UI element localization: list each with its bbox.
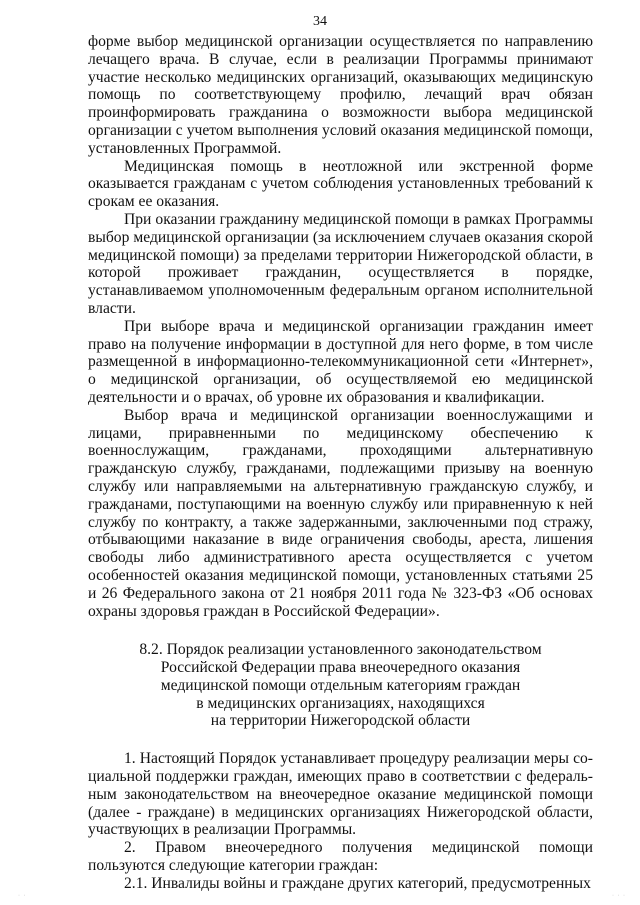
document-body bbox=[88, 33, 593, 893]
section-heading-line: 8.2. Порядок реализации установленного законодательством bbox=[139, 641, 542, 659]
section-heading-line: на территории Нижегородской области bbox=[210, 712, 471, 730]
paragraph-war-invalids: 2.1. Инвалиды войны и граждане других категорий, предусмотренных bbox=[124, 874, 591, 892]
page-number: 34 bbox=[313, 14, 327, 29]
scan-corner-mark: · · · bbox=[612, 893, 626, 899]
section-heading-line: медицинской помощи отдельным категориям граждан bbox=[160, 676, 521, 694]
paragraph-continued: форме выбор медицинской организации осуществляется по направлению лечащего врача. В случае, если в реализации Программы принимают участие несколько медицинских организаций, оказывающих медицинскую помощь по соответствующему профилю, лечащий врач обязан проинформировать гражданина о возможности выбора медицинской организации с учетом выполнения условий оказания медицинской помощи, установленных Программой. bbox=[88, 33, 593, 157]
paragraph-outside-region: При оказании гражданину медицинской помощи в рамках Программы выбор медицинской организации (за исключением случаев оказания скорой медицинской помощи) за пределами территории Нижегородской области, в которой проживает гражданин, осуществляется в порядке, устанавливаемом уполномоченным федеральным органом исполнительной власти. bbox=[88, 210, 593, 317]
paragraph-military-choice: Выбор врача и медицинской организации военнослужащими и лицами, приравненными по медицинскому обеспечению к военнослужащим, гражданами, проходящими альтернативную гражданскую службу, гражданами, подлежащими призыву на военную службу или направляемыми на альтернативную гражданскую службу, и гражданами, поступающими на военную службу или приравненную к ней службу по контракту, а также задержанными, заключенными под стражу, отбывающими наказание в виде ограничения свободы, ареста, лишения свободы либо административного ареста осуществляется с учетом особенностей оказания медицинской помощи, установленных статьями 25 и 26 Федерального закона от 21 ноября 2011 года № 323-ФЗ «Об основах охраны здоровья граждан в Российской Федерации». bbox=[88, 406, 593, 620]
paragraph-emergency-care: Медицинская помощь в неотложной или экстренной форме оказывается гражданам с учетом соблюдения установленных требований к срокам ее оказания. bbox=[88, 157, 593, 211]
paragraph-information-right: При выборе врача и медицинской организации гражданин имеет право на получение информации в доступной для него форме, в том числе размещенной в информационно-телекоммуникационной сети «Интернет», о медицинской организации, об осуществляемой ею медицинской деятельности и о врачах, об уровне их образования и квалификации. bbox=[88, 317, 593, 406]
paragraph-procedure-purpose: 1. Настоящий Порядок устанавливает процедуру реализации меры социальной поддержки граждан, имеющих право в соответствии с федеральным законодательством на внеочередное оказание медицинской помощи (далее - граждане) в медицинских организациях Нижегородской области, участвующих в реализации Программы. bbox=[88, 750, 593, 839]
paragraph-eligible-categories: 2. Правом внеочередного получения медицинской помощи пользуются следующие категории граждан: bbox=[88, 839, 593, 875]
section-heading bbox=[88, 641, 593, 730]
section-heading-line: в медицинских организациях, находящихся bbox=[196, 694, 485, 712]
scan-corner-mark: · · bbox=[18, 893, 27, 899]
section-heading-line: Российской Федерации права внеочередного оказания bbox=[160, 659, 521, 677]
